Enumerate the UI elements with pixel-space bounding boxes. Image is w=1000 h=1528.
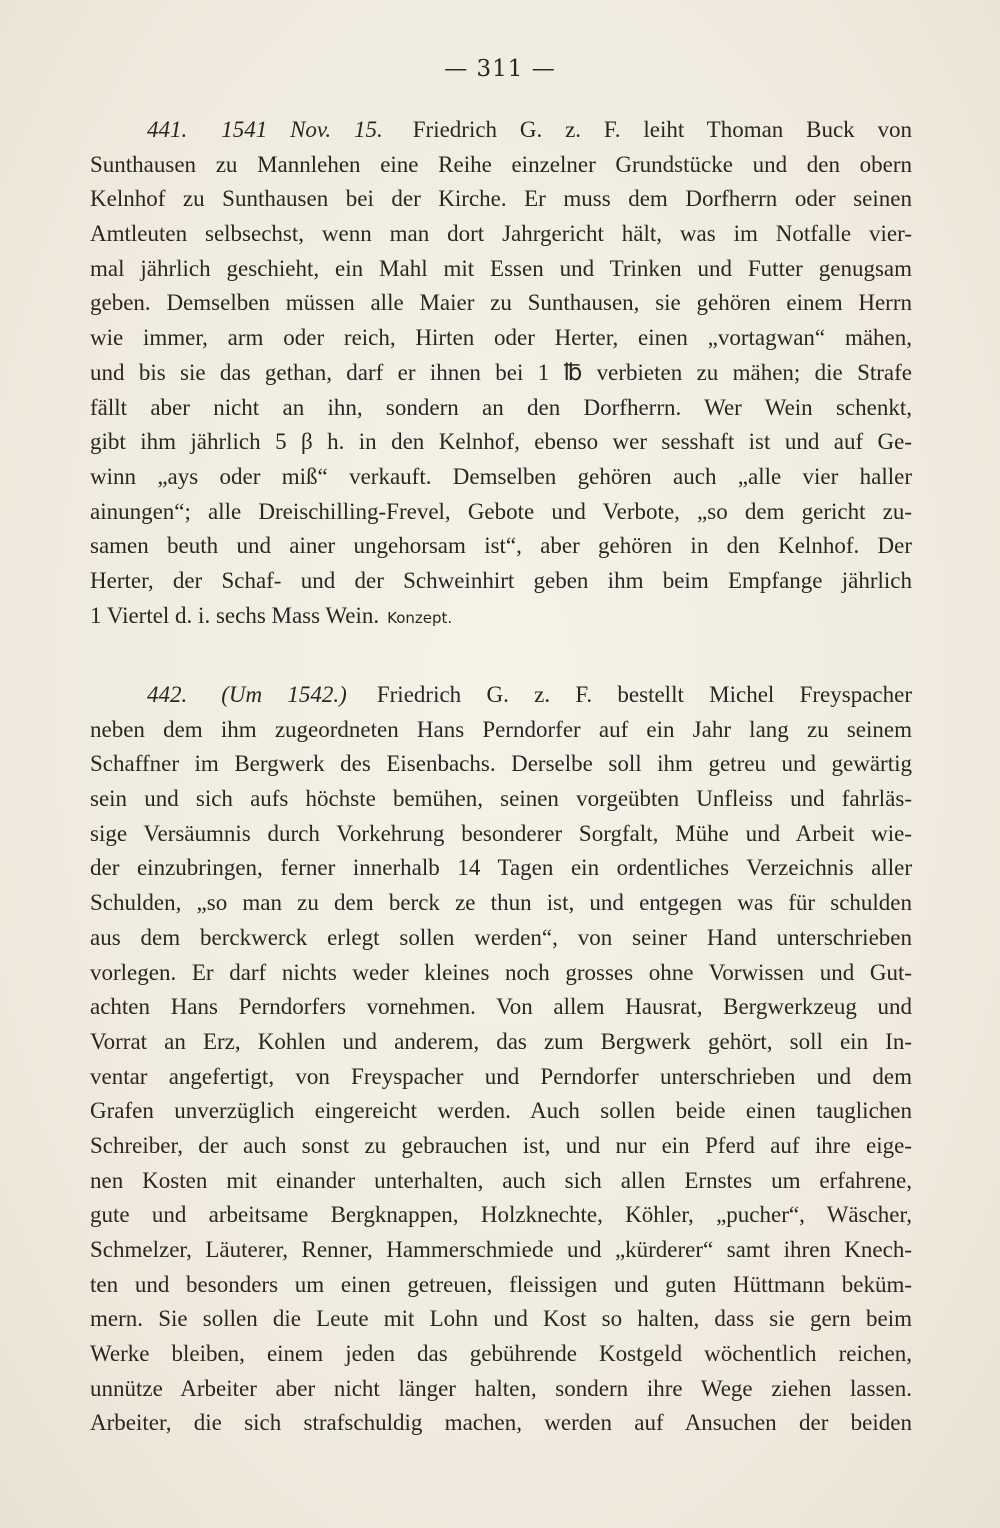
- text-line: ventar angefertigt, von Freyspacher und Perndorfer unterschrieben und dem: [90, 1063, 912, 1089]
- page-number: — 311 —: [444, 56, 556, 82]
- entry-441: [90, 113, 912, 633]
- text-line: achten Hans Perndorfers vornehmen. Von allem Hausrat, Bergwerkzeug und: [90, 994, 912, 1020]
- text-line: Arbeiter, die sich strafschuldig machen, werden auf Ansuchen der beiden: [90, 1410, 912, 1436]
- entry-date: 1541 Nov. 15.: [221, 117, 383, 142]
- text-line: Sunthausen zu Mannlehen eine Reihe einzelner Grundstücke und den obern: [90, 151, 912, 177]
- text-line: und bis sie das gethan, darf er ihnen bei 1 ℔ verbieten zu mähen; die Strafe: [90, 359, 912, 385]
- text-line: Friedrich G. z. F. bestellt Michel Freyspacher: [376, 682, 913, 707]
- text-line: Vorrat an Erz, Kohlen und anderem, das zum Bergwerk gehört, soll ein In-: [90, 1028, 912, 1054]
- text-line: geben. Demselben müssen alle Maier zu Sunthausen, sie gehören einem Herrn: [90, 290, 912, 316]
- text-line: Werke bleiben, einem jeden das gebührende Kostgeld wöchentlich reichen,: [90, 1341, 912, 1367]
- text-line: ten und besonders um einen getreuen, fleissigen und guten Hüttmann beküm-: [90, 1271, 912, 1297]
- entry-date: (Um 1542.): [221, 682, 347, 707]
- text-line: Schaffner im Bergwerk des Eisenbachs. Derselbe soll ihm getreu und gewärtig: [90, 751, 912, 777]
- text-line: Schreiber, der auch sonst zu gebrauchen ist, und nur ein Pferd auf ihre eige-: [90, 1132, 912, 1158]
- text-line: Amtleuten selbsechst, wenn man dort Jahrgericht hält, was im Notfalle vier-: [90, 221, 912, 247]
- text-line: unnütze Arbeiter aber nicht länger halten, sondern ihre Wege ziehen lassen.: [90, 1375, 912, 1401]
- entry-heading-line: [90, 678, 912, 713]
- text-line: fällt aber nicht an ihn, sondern an den Dorfherrn. Wer Wein schenkt,: [90, 394, 912, 420]
- source-note: Konzept.: [387, 608, 453, 627]
- text-line: gute und arbeitsame Bergknappen, Holzknechte, Köhler, „pucher“, Wäscher,: [90, 1202, 912, 1228]
- text-line: Herter, der Schaf- und der Schweinhirt geben ihm beim Empfange jährlich: [90, 567, 912, 593]
- entry-number: 442.: [147, 682, 188, 707]
- text-line: Schulden, „so man zu dem berck ze thun ist, und entgegen was für schulden: [90, 890, 912, 916]
- text-line: Friedrich G. z. F. leiht Thoman Buck von: [412, 117, 912, 142]
- text-line: wie immer, arm oder reich, Hirten oder Herter, einen „vortagwan“ mähen,: [90, 325, 912, 351]
- text-line: aus dem berckwerck erlegt sollen werden“, von seiner Hand unterschrieben: [90, 924, 912, 950]
- text-line: winn „ays oder miß“ verkauft. Demselben gehören auch „alle vier haller: [90, 463, 912, 489]
- text-line: mern. Sie sollen die Leute mit Lohn und Kost so halten, dass sie gern beim: [90, 1306, 912, 1332]
- text-line: Schmelzer, Läuterer, Renner, Hammerschmiede und „kürderer“ samt ihren Knech-: [90, 1237, 912, 1262]
- entry-heading-line: [90, 113, 912, 148]
- text-line: neben dem ihm zugeordneten Hans Perndorfer auf ein Jahr lang zu seinem: [90, 716, 912, 742]
- text-line: Kelnhof zu Sunthausen bei der Kirche. Er muss dem Dorfherrn oder seinen: [90, 186, 912, 212]
- text-line-with-source: [90, 599, 912, 634]
- entry-442: [90, 678, 912, 1441]
- text-line: samen beuth und ainer ungehorsam ist“, aber gehören in den Kelnhof. Der: [90, 533, 912, 559]
- entry-number: 441.: [147, 117, 188, 142]
- text-line: vorlegen. Er darf nichts weder kleines noch grosses ohne Vorwissen und Gut-: [90, 959, 912, 985]
- text-line: sein und sich aufs höchste bemühen, seinen vorgeübten Unfleiss und fahrläs-: [90, 786, 912, 812]
- text-line: nen Kosten mit einander unterhalten, auch sich allen Ernstes um erfahrene,: [90, 1167, 912, 1193]
- text-line: gibt ihm jährlich 5 β h. in den Kelnhof, ebenso wer sesshaft ist und auf Ge-: [90, 429, 912, 455]
- text-line: Grafen unverzüglich eingereicht werden. Auch sollen beide einen tauglichen: [90, 1098, 912, 1124]
- text-line: mal jährlich geschieht, ein Mahl mit Essen und Trinken und Futter genugsam: [90, 255, 912, 281]
- text-line: 1 Viertel d. i. sechs Mass Wein.: [90, 602, 380, 628]
- text-line: der einzubringen, ferner innerhalb 14 Tagen ein ordentliches Verzeichnis aller: [90, 855, 912, 881]
- text-line: ainungen“; alle Dreischilling-Frevel, Gebote und Verbote, „so dem gericht zu-: [90, 498, 912, 524]
- text-line: sige Versäumnis durch Vorkehrung besonderer Sorgfalt, Mühe und Arbeit wie-: [90, 820, 912, 846]
